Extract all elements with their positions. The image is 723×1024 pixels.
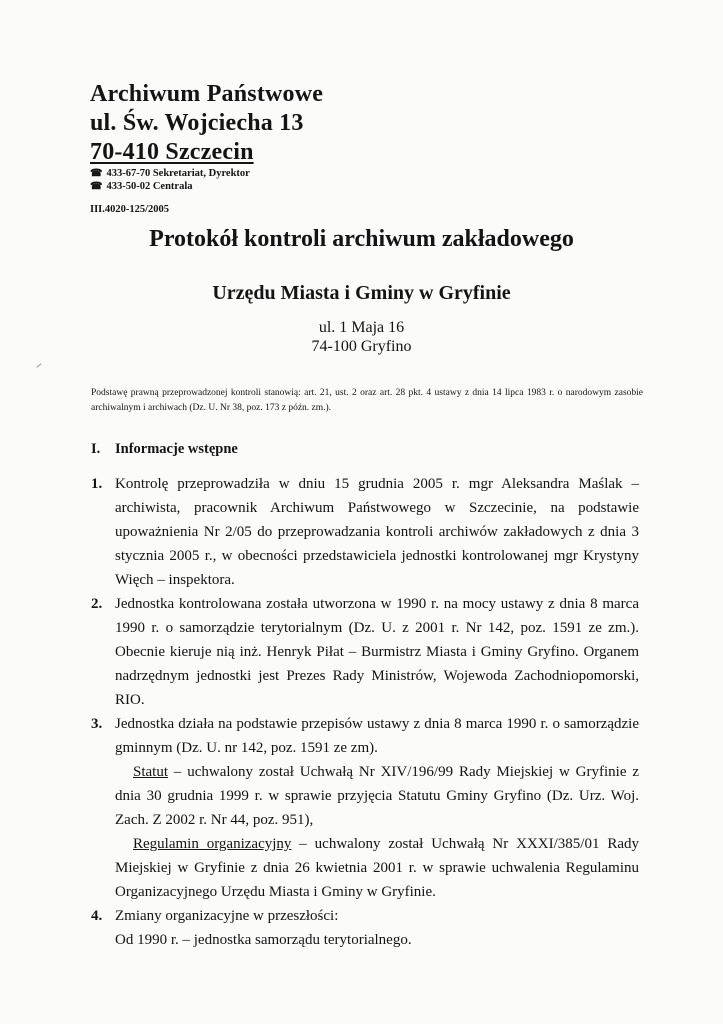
phone-text: 433-67-70 Sekretariat, Dyrektor xyxy=(106,168,250,179)
institution-name: Archiwum Państwowe xyxy=(90,81,324,107)
item-number: 2. xyxy=(91,596,103,612)
phone-text: 433-50-02 Centrala xyxy=(106,181,193,192)
telephone-icon: ☎ xyxy=(90,181,103,192)
document-subtitle: Urzędu Miasta i Gminy w Gryfinie xyxy=(212,282,511,304)
regulamin-label: Regulamin organizacyjny xyxy=(133,836,292,852)
statut-paragraph xyxy=(115,760,639,832)
legal-basis: Podstawę prawną przeprowadzonej kontroli stanowią: art. 21, ust. 2 oraz art. 28 pkt. 4 ustawy z dnia 14 lipca 1983 r. o narodowym zasobie archiwalnym i archiwach (Dz. U. Nr 38, poz. 173 z późn. zm.). xyxy=(91,388,643,413)
regulamin-text: – uchwalony został Uchwałą Nr XXXI/385/01 Rady Miejskiej w Gryfinie z dnia 26 kwietnia 2001 r. w sprawie uchwalenia Regulaminu Organizacyjnego Urzędu Miasta i Gminy w Gryfinie. xyxy=(115,836,639,900)
item-body xyxy=(115,904,639,952)
item-text: Jednostka kontrolowana została utworzona w 1990 r. na mocy ustawy z dnia 8 marca 1990 r. o samorządzie terytorialnym (Dz. U. z 2001 r. Nr 142, poz. 1591 ze zm.). Obecnie kieruje nią inż. Henryk Piłat – Burmistrz Miasta i Gminy Gryfino. Organem nadrzędnym jednostki jest Prezes Rady Ministrów, Wojewoda Zachodniopomorski, RIO. xyxy=(115,596,639,708)
document-title: Protokół kontroli archiwum zakładowego xyxy=(149,226,574,252)
statut-label: Statut xyxy=(133,764,169,780)
list-item xyxy=(91,712,639,904)
unit-address xyxy=(0,318,723,356)
item-number: 4. xyxy=(91,908,103,924)
letterhead xyxy=(90,80,723,193)
unit-city: 74-100 Gryfino xyxy=(311,338,412,355)
reference-number: III.4020-125/2005 xyxy=(90,204,170,215)
list-item xyxy=(91,592,639,712)
institution-street: ul. Św. Wojciecha 13 xyxy=(90,110,304,136)
institution-city: 70-410 Szczecin xyxy=(90,139,254,165)
unit-street: ul. 1 Maja 16 xyxy=(318,319,405,336)
statut-text: – uchwalony został Uchwałą Nr XIV/196/99 Rady Miejskiej w Gryfinie z dnia 30 grudnia 1999 r. w sprawie przyjęcia Statutu Gminy Gryfino (Dz. Urz. Woj. Zach. Z 2002 r. Nr 44, poz. 951), xyxy=(115,764,639,828)
phone-line-2 xyxy=(90,180,723,193)
item-text: Jednostka działa na podstawie przepisów ustawy z dnia 8 marca 1990 r. o samorządzie gminnym (Dz. U. nr 142, poz. 1591 ze zm). xyxy=(115,716,639,756)
telephone-icon: ☎ xyxy=(90,168,103,179)
phone-line-1 xyxy=(90,167,723,180)
item-number: 1. xyxy=(91,476,103,492)
section-title: Informacje wstępne xyxy=(115,441,238,457)
item-body xyxy=(115,712,639,904)
regulamin-paragraph xyxy=(115,832,639,904)
scan-mark xyxy=(36,363,41,368)
section-number: I. xyxy=(91,441,101,457)
item-text: Kontrolę przeprowadziła w dniu 15 grudnia 2005 r. mgr Aleksandra Maślak – archiwista, pracownik Archiwum Państwowego w Szczecinie, na podstawie upoważnienia Nr 2/05 do przeprowadzania kontroli archiwów zakładowych z dnia 3 stycznia 2005 r., w obecności przedstawiciela jednostki kontrolowanej mgr Krystyny Więch – inspektora. xyxy=(115,476,639,588)
list-item xyxy=(91,904,639,952)
item-number: 3. xyxy=(91,716,103,732)
item-text: Zmiany organizacyjne w przeszłości: xyxy=(115,908,339,924)
item-subtext: Od 1990 r. – jednostka samorządu terytorialnego. xyxy=(115,932,412,948)
section-heading xyxy=(91,440,723,458)
list-item xyxy=(91,472,639,592)
